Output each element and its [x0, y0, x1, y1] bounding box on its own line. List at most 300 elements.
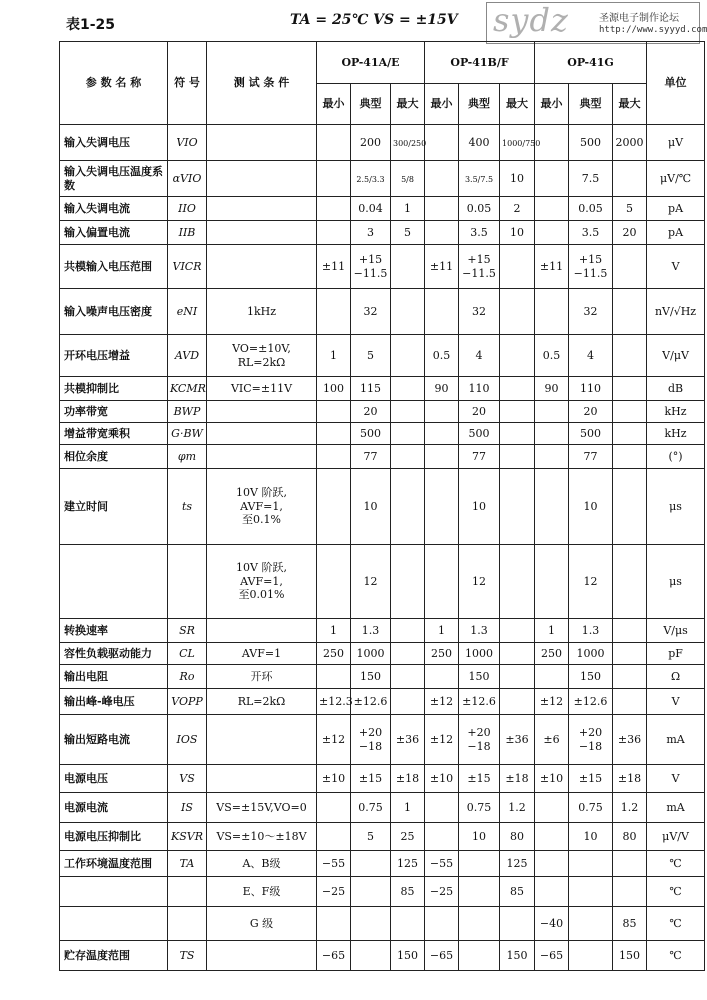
unit-cell: (°) — [647, 445, 705, 469]
value-cell — [425, 545, 459, 619]
value-cell — [500, 377, 535, 401]
value-cell: 10 — [569, 469, 613, 545]
value-cell — [535, 197, 569, 221]
table-row — [60, 445, 705, 469]
header-test: 测 试 条 件 — [207, 42, 317, 125]
param-symbol: KSVR — [168, 823, 207, 851]
value-cell — [613, 877, 647, 907]
value-cell — [351, 877, 391, 907]
test-condition — [207, 715, 317, 765]
value-cell — [425, 823, 459, 851]
value-cell — [535, 445, 569, 469]
param-symbol: IIB — [168, 221, 207, 245]
param-name: 共模输入电压范围 — [60, 245, 168, 289]
value-cell: 77 — [569, 445, 613, 469]
value-cell — [425, 665, 459, 689]
value-cell — [535, 401, 569, 423]
value-cell — [317, 401, 351, 423]
value-cell: 10 — [459, 469, 500, 545]
param-symbol — [168, 877, 207, 907]
value-cell: 2000 — [613, 125, 647, 161]
test-conditions: TA = 25℃ VS = ±15V — [290, 12, 458, 28]
value-cell: 1000/750 — [500, 125, 535, 161]
test-condition: G 级 — [207, 907, 317, 941]
value-cell: −25 — [317, 877, 351, 907]
value-cell — [391, 445, 425, 469]
header-max: 最大 — [500, 84, 535, 125]
value-cell — [500, 907, 535, 941]
value-cell — [613, 689, 647, 715]
value-cell: 100 — [317, 377, 351, 401]
value-cell: 500 — [569, 423, 613, 445]
unit-cell: ℃ — [647, 877, 705, 907]
value-cell: 10 — [500, 161, 535, 197]
table-row — [60, 221, 705, 245]
page-header — [0, 0, 705, 42]
value-cell — [391, 665, 425, 689]
value-cell: 80 — [613, 823, 647, 851]
value-cell: +20 −18 — [351, 715, 391, 765]
value-cell — [317, 423, 351, 445]
value-cell: −65 — [535, 941, 569, 971]
watermark — [486, 1, 707, 44]
value-cell — [425, 125, 459, 161]
table-number: 表1-25 — [66, 17, 116, 33]
value-cell — [425, 907, 459, 941]
value-cell — [459, 877, 500, 907]
value-cell: 32 — [569, 289, 613, 335]
table-row — [60, 823, 705, 851]
value-cell: 0.05 — [459, 197, 500, 221]
param-name: 功率带宽 — [60, 401, 168, 423]
unit-cell: dB — [647, 377, 705, 401]
value-cell: 90 — [535, 377, 569, 401]
value-cell: 300/250 — [391, 125, 425, 161]
header-min: 最小 — [535, 84, 569, 125]
value-cell: 90 — [425, 377, 459, 401]
test-condition: VS=±10～±18V — [207, 823, 317, 851]
value-cell: 1.3 — [569, 619, 613, 643]
value-cell: +15 −11.5 — [569, 245, 613, 289]
value-cell — [569, 851, 613, 877]
header-min: 最小 — [425, 84, 459, 125]
param-name: 输入偏置电流 — [60, 221, 168, 245]
param-symbol: AVD — [168, 335, 207, 377]
table-row — [60, 377, 705, 401]
value-cell: 7.5 — [569, 161, 613, 197]
value-cell: ±15 — [459, 765, 500, 793]
value-cell: 110 — [569, 377, 613, 401]
header-group-g: OP-41G — [535, 42, 647, 84]
value-cell: 25 — [391, 823, 425, 851]
value-cell — [569, 941, 613, 971]
value-cell: 3.5 — [459, 221, 500, 245]
test-condition — [207, 245, 317, 289]
unit-cell: pA — [647, 221, 705, 245]
param-symbol: CL — [168, 643, 207, 665]
value-cell — [535, 221, 569, 245]
value-cell — [391, 335, 425, 377]
value-cell — [391, 245, 425, 289]
value-cell — [500, 245, 535, 289]
value-cell — [351, 907, 391, 941]
value-cell: 1000 — [459, 643, 500, 665]
value-cell — [391, 377, 425, 401]
table-row — [60, 161, 705, 197]
param-symbol: eNI — [168, 289, 207, 335]
value-cell — [425, 221, 459, 245]
param-name: 输出短路电流 — [60, 715, 168, 765]
value-cell: 10 — [500, 221, 535, 245]
value-cell — [500, 423, 535, 445]
value-cell: −65 — [425, 941, 459, 971]
param-name: 相位余度 — [60, 445, 168, 469]
header-max: 最大 — [391, 84, 425, 125]
value-cell — [500, 469, 535, 545]
param-symbol: Ro — [168, 665, 207, 689]
value-cell — [613, 423, 647, 445]
value-cell: +20 −18 — [569, 715, 613, 765]
header-typ: 典型 — [351, 84, 391, 125]
param-name: 输入失调电压温度系数 — [60, 161, 168, 197]
unit-cell: ℃ — [647, 941, 705, 971]
value-cell: ±10 — [317, 765, 351, 793]
param-name: 输入噪声电压密度 — [60, 289, 168, 335]
value-cell — [613, 851, 647, 877]
value-cell — [500, 689, 535, 715]
value-cell — [317, 161, 351, 197]
value-cell — [425, 289, 459, 335]
value-cell: 150 — [391, 941, 425, 971]
value-cell — [535, 823, 569, 851]
value-cell: 5 — [391, 221, 425, 245]
value-cell — [317, 907, 351, 941]
param-symbol: ts — [168, 469, 207, 545]
value-cell — [500, 665, 535, 689]
table-row — [60, 197, 705, 221]
value-cell: ±12 — [425, 689, 459, 715]
table-row — [60, 765, 705, 793]
value-cell: 115 — [351, 377, 391, 401]
test-condition: E、F级 — [207, 877, 317, 907]
value-cell — [613, 335, 647, 377]
value-cell — [425, 161, 459, 197]
value-cell — [613, 619, 647, 643]
unit-cell: μs — [647, 545, 705, 619]
unit-cell: ℃ — [647, 907, 705, 941]
header-typ: 典型 — [459, 84, 500, 125]
table-row — [60, 851, 705, 877]
value-cell — [425, 401, 459, 423]
param-name: 转换速率 — [60, 619, 168, 643]
header-group-b: OP-41B/F — [425, 42, 535, 84]
value-cell: 4 — [569, 335, 613, 377]
watermark-site-name: 圣源电子制作论坛 — [599, 13, 679, 24]
unit-cell: V/μV — [647, 335, 705, 377]
value-cell — [613, 245, 647, 289]
value-cell: 32 — [351, 289, 391, 335]
table-row — [60, 907, 705, 941]
value-cell: 77 — [459, 445, 500, 469]
table-row — [60, 689, 705, 715]
param-symbol: IS — [168, 793, 207, 823]
value-cell: 3 — [351, 221, 391, 245]
value-cell: +20 −18 — [459, 715, 500, 765]
table-row — [60, 401, 705, 423]
value-cell — [535, 161, 569, 197]
spec-table — [59, 41, 705, 971]
value-cell — [613, 401, 647, 423]
value-cell — [391, 289, 425, 335]
param-symbol: G·BW — [168, 423, 207, 445]
value-cell: ±18 — [391, 765, 425, 793]
param-name: 输出电阻 — [60, 665, 168, 689]
value-cell: 125 — [500, 851, 535, 877]
value-cell: ±10 — [425, 765, 459, 793]
value-cell: −25 — [425, 877, 459, 907]
test-condition — [207, 401, 317, 423]
value-cell — [391, 423, 425, 445]
value-cell: 1 — [391, 793, 425, 823]
value-cell: −40 — [535, 907, 569, 941]
value-cell: 5/8 — [391, 161, 425, 197]
value-cell: 5 — [613, 197, 647, 221]
param-name: 输入失调电压 — [60, 125, 168, 161]
header-min: 最小 — [317, 84, 351, 125]
test-condition: RL=2kΩ — [207, 689, 317, 715]
param-symbol: VICR — [168, 245, 207, 289]
value-cell: ±12.6 — [351, 689, 391, 715]
param-name: 电源电压 — [60, 765, 168, 793]
value-cell: 2 — [500, 197, 535, 221]
unit-cell: mA — [647, 715, 705, 765]
unit-cell: kHz — [647, 423, 705, 445]
param-symbol: IOS — [168, 715, 207, 765]
value-cell: 1 — [391, 197, 425, 221]
value-cell: −55 — [317, 851, 351, 877]
value-cell: 10 — [459, 823, 500, 851]
table-row — [60, 545, 705, 619]
value-cell: 32 — [459, 289, 500, 335]
value-cell: 0.05 — [569, 197, 613, 221]
value-cell: 20 — [351, 401, 391, 423]
value-cell — [425, 445, 459, 469]
param-name: 贮存温度范围 — [60, 941, 168, 971]
value-cell — [317, 545, 351, 619]
value-cell: 500 — [351, 423, 391, 445]
header-typ: 典型 — [569, 84, 613, 125]
value-cell: +15 −11.5 — [459, 245, 500, 289]
unit-cell: μs — [647, 469, 705, 545]
value-cell — [500, 289, 535, 335]
value-cell: ±12.6 — [459, 689, 500, 715]
value-cell: 1000 — [351, 643, 391, 665]
table-row — [60, 715, 705, 765]
unit-cell: V — [647, 245, 705, 289]
value-cell — [535, 665, 569, 689]
value-cell — [317, 125, 351, 161]
value-cell: ±11 — [425, 245, 459, 289]
value-cell — [425, 197, 459, 221]
param-name — [60, 545, 168, 619]
unit-cell: V/μs — [647, 619, 705, 643]
value-cell — [425, 793, 459, 823]
value-cell: 85 — [500, 877, 535, 907]
unit-cell: μV — [647, 125, 705, 161]
value-cell: ±11 — [535, 245, 569, 289]
value-cell: 200 — [351, 125, 391, 161]
value-cell — [613, 161, 647, 197]
header-symbol: 符 号 — [168, 42, 207, 125]
header-group-a: OP-41A/E — [317, 42, 425, 84]
value-cell: 1 — [317, 619, 351, 643]
value-cell — [317, 823, 351, 851]
value-cell: 3.5/7.5 — [459, 161, 500, 197]
value-cell — [500, 545, 535, 619]
value-cell — [317, 793, 351, 823]
table-body — [60, 125, 705, 971]
value-cell: 10 — [569, 823, 613, 851]
param-name: 电源电压抑制比 — [60, 823, 168, 851]
unit-cell: kHz — [647, 401, 705, 423]
value-cell: 1.3 — [351, 619, 391, 643]
value-cell: ±11 — [317, 245, 351, 289]
value-cell — [613, 377, 647, 401]
table-row — [60, 289, 705, 335]
value-cell: ±12 — [425, 715, 459, 765]
value-cell: 250 — [317, 643, 351, 665]
table-row — [60, 423, 705, 445]
value-cell: 12 — [569, 545, 613, 619]
unit-cell: mA — [647, 793, 705, 823]
value-cell: 85 — [391, 877, 425, 907]
test-condition — [207, 197, 317, 221]
unit-cell: ℃ — [647, 851, 705, 877]
value-cell: 1000 — [569, 643, 613, 665]
param-name: 开环电压增益 — [60, 335, 168, 377]
table-row — [60, 643, 705, 665]
value-cell — [391, 643, 425, 665]
value-cell — [317, 221, 351, 245]
value-cell — [613, 289, 647, 335]
value-cell — [317, 197, 351, 221]
value-cell — [535, 289, 569, 335]
value-cell: 250 — [535, 643, 569, 665]
value-cell — [535, 545, 569, 619]
test-condition — [207, 161, 317, 197]
value-cell — [535, 469, 569, 545]
value-cell — [535, 851, 569, 877]
header-unit: 单位 — [647, 42, 705, 125]
unit-cell: Ω — [647, 665, 705, 689]
value-cell — [613, 643, 647, 665]
value-cell: 250 — [425, 643, 459, 665]
value-cell — [459, 941, 500, 971]
value-cell: 150 — [500, 941, 535, 971]
unit-cell: μV/℃ — [647, 161, 705, 197]
value-cell: 4 — [459, 335, 500, 377]
value-cell: 0.5 — [535, 335, 569, 377]
value-cell — [535, 793, 569, 823]
table-row — [60, 877, 705, 907]
value-cell — [391, 469, 425, 545]
value-cell — [391, 545, 425, 619]
value-cell — [317, 665, 351, 689]
value-cell: ±12 — [317, 715, 351, 765]
param-symbol: TS — [168, 941, 207, 971]
param-symbol: BWP — [168, 401, 207, 423]
value-cell: 0.75 — [569, 793, 613, 823]
value-cell: 150 — [569, 665, 613, 689]
param-symbol: VIO — [168, 125, 207, 161]
param-name — [60, 877, 168, 907]
value-cell — [569, 907, 613, 941]
value-cell: ±36 — [500, 715, 535, 765]
value-cell: 20 — [613, 221, 647, 245]
param-name — [60, 907, 168, 941]
table-row — [60, 941, 705, 971]
value-cell: 10 — [351, 469, 391, 545]
test-condition: VS=±15V,VO=0 — [207, 793, 317, 823]
param-symbol: TA — [168, 851, 207, 877]
value-cell — [317, 445, 351, 469]
unit-cell: pF — [647, 643, 705, 665]
value-cell: ±12.6 — [569, 689, 613, 715]
value-cell: 3.5 — [569, 221, 613, 245]
unit-cell: V — [647, 689, 705, 715]
value-cell — [459, 851, 500, 877]
value-cell: 20 — [569, 401, 613, 423]
test-condition — [207, 423, 317, 445]
test-condition: A、B级 — [207, 851, 317, 877]
value-cell: 0.75 — [459, 793, 500, 823]
value-cell: 0.75 — [351, 793, 391, 823]
value-cell: ±18 — [500, 765, 535, 793]
value-cell: 1.2 — [500, 793, 535, 823]
table-row — [60, 469, 705, 545]
param-name: 容性负载驱动能力 — [60, 643, 168, 665]
value-cell — [391, 907, 425, 941]
value-cell — [317, 469, 351, 545]
header-max: 最大 — [613, 84, 647, 125]
value-cell: 1.3 — [459, 619, 500, 643]
value-cell: 400 — [459, 125, 500, 161]
table-row — [60, 665, 705, 689]
param-name: 增益带宽乘积 — [60, 423, 168, 445]
test-condition — [207, 445, 317, 469]
param-symbol: VOPP — [168, 689, 207, 715]
value-cell — [500, 643, 535, 665]
test-condition: AVF=1 — [207, 643, 317, 665]
value-cell — [500, 401, 535, 423]
value-cell: −65 — [317, 941, 351, 971]
param-name: 输入失调电流 — [60, 197, 168, 221]
value-cell: 5 — [351, 823, 391, 851]
value-cell — [317, 289, 351, 335]
param-name: 电源电流 — [60, 793, 168, 823]
value-cell: ±36 — [613, 715, 647, 765]
value-cell: ±6 — [535, 715, 569, 765]
value-cell: 110 — [459, 377, 500, 401]
param-symbol — [168, 545, 207, 619]
value-cell — [391, 689, 425, 715]
value-cell: 12 — [459, 545, 500, 619]
test-condition: 开环 — [207, 665, 317, 689]
param-symbol: IIO — [168, 197, 207, 221]
value-cell — [500, 335, 535, 377]
value-cell — [391, 619, 425, 643]
table-row — [60, 245, 705, 289]
